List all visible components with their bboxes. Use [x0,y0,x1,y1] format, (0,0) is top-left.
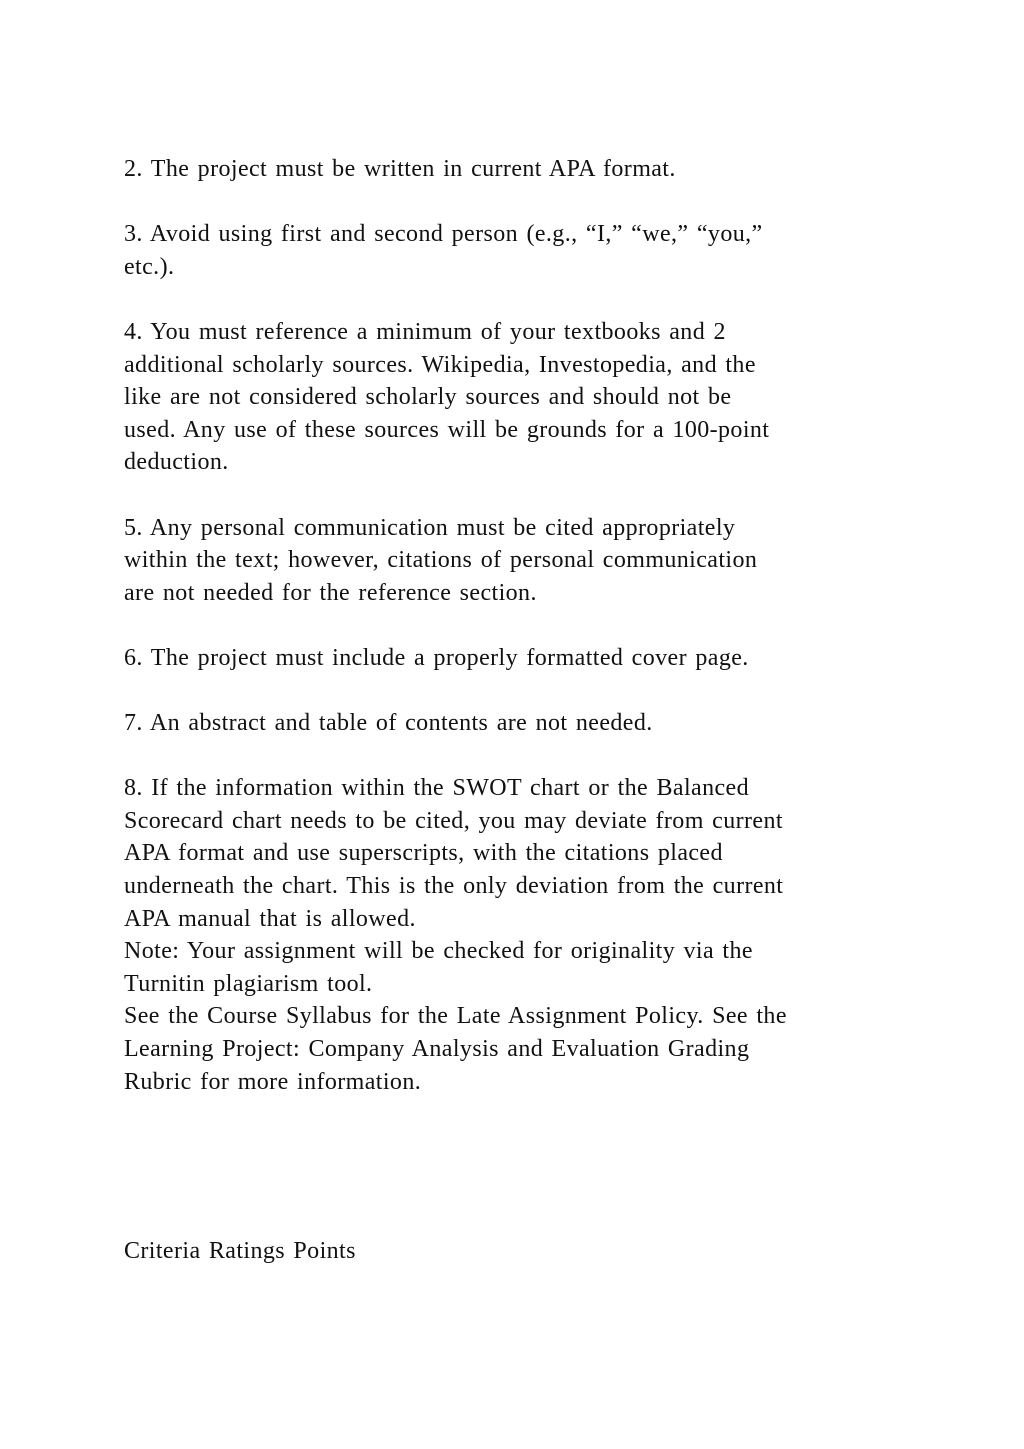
text-line: Note: Your assignment will be checked for originality via the [124,938,753,965]
text-line: underneath the chart. This is the only deviation from the current [124,873,784,900]
text-line: 6. The project must include a properly formatted cover page. [124,644,749,671]
blank-line [124,186,914,219]
blank-line [124,283,914,316]
text-line: used. Any use of these sources will be grounds for a 100-point [124,416,770,443]
text-line: etc.). [124,253,175,280]
blank-line [124,479,914,512]
blank-line [124,609,914,642]
text-line: additional scholarly sources. Wikipedia, Investopedia, and the [124,351,756,378]
text-line: Turnitin plagiarism tool. [124,970,373,997]
text-line: Scorecard chart needs to be cited, you may deviate from current [124,807,783,834]
text-line: within the text; however, citations of personal communication [124,547,758,574]
text-line: APA manual that is allowed. [124,905,416,932]
text-line: like are not considered scholarly sources and should not be [124,384,732,411]
document-body [124,153,914,1098]
text-line: APA format and use superscripts, with the citations placed [124,840,723,867]
text-line: 7. An abstract and table of contents are not needed. [124,710,653,737]
text-line: are not needed for the reference section. [124,579,537,606]
text-line: deduction. [124,449,229,476]
text-line: Rubric for more information. [124,1068,422,1095]
blank-line [124,675,914,708]
text-line: 8. If the information within the SWOT chart or the Balanced [124,775,749,802]
blank-line [124,740,914,773]
text-line: See the Course Syllabus for the Late Assignment Policy. See the [124,1003,787,1030]
text-line: 5. Any personal communication must be cited appropriately [124,514,736,541]
text-line: Learning Project: Company Analysis and Evaluation Grading [124,1036,750,1063]
table-header: Criteria Ratings Points [124,1238,356,1264]
text-line: 2. The project must be written in current APA format. [124,156,676,182]
text-line: 3. Avoid using first and second person (e.g., “I,” “we,” “you,” [124,221,763,248]
text-line: 4. You must reference a minimum of your textbooks and 2 [124,318,726,345]
